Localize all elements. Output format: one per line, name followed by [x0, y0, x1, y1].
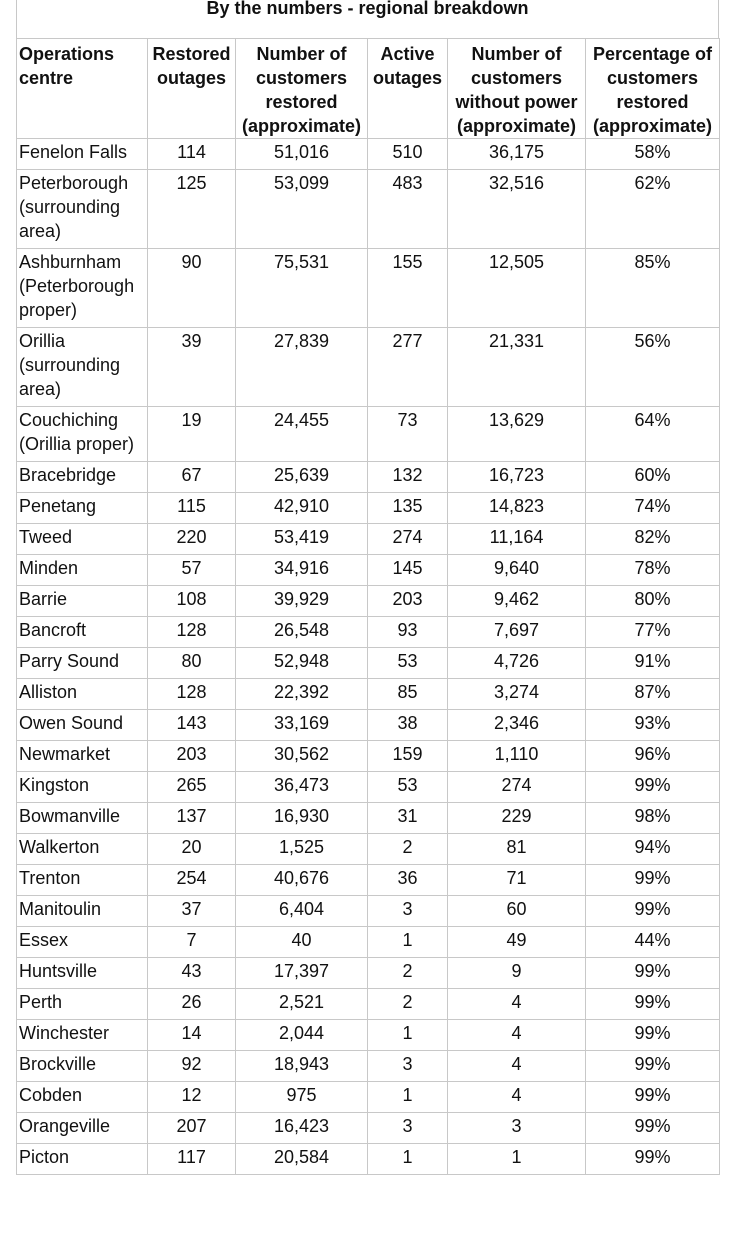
- cell-customers-restored: 51,016: [236, 139, 368, 170]
- cell-customers-restored: 36,473: [236, 772, 368, 803]
- cell-restored-outages: 203: [148, 741, 236, 772]
- table-row: [17, 462, 720, 493]
- cell-restored-outages: 26: [148, 989, 236, 1020]
- cell-customers-without-power: 71: [448, 865, 586, 896]
- cell-operations-centre: Winchester: [17, 1020, 148, 1051]
- table-row: [17, 989, 720, 1020]
- cell-operations-centre: Manitoulin: [17, 896, 148, 927]
- cell-percentage-restored: 60%: [586, 462, 720, 493]
- cell-active-outages: 274: [368, 524, 448, 555]
- cell-customers-restored: 40: [236, 927, 368, 958]
- cell-operations-centre: Ashburnham (Peterborough proper): [17, 249, 148, 328]
- cell-percentage-restored: 91%: [586, 648, 720, 679]
- cell-operations-centre: Alliston: [17, 679, 148, 710]
- table-row: [17, 407, 720, 462]
- cell-customers-restored: 53,099: [236, 170, 368, 249]
- cell-restored-outages: 80: [148, 648, 236, 679]
- cell-customers-restored: 25,639: [236, 462, 368, 493]
- cell-active-outages: 73: [368, 407, 448, 462]
- cell-customers-restored: 20,584: [236, 1144, 368, 1175]
- cell-customers-restored: 52,948: [236, 648, 368, 679]
- table-row: [17, 493, 720, 524]
- cell-percentage-restored: 99%: [586, 1113, 720, 1144]
- table-row: [17, 1082, 720, 1113]
- cell-percentage-restored: 94%: [586, 834, 720, 865]
- table-row: [17, 524, 720, 555]
- cell-restored-outages: 115: [148, 493, 236, 524]
- cell-operations-centre: Huntsville: [17, 958, 148, 989]
- cell-customers-without-power: 13,629: [448, 407, 586, 462]
- cell-customers-restored: 40,676: [236, 865, 368, 896]
- cell-operations-centre: Couchiching (Orillia proper): [17, 407, 148, 462]
- cell-operations-centre: Parry Sound: [17, 648, 148, 679]
- cell-percentage-restored: 44%: [586, 927, 720, 958]
- cell-operations-centre: Barrie: [17, 586, 148, 617]
- cell-restored-outages: 20: [148, 834, 236, 865]
- cell-active-outages: 203: [368, 586, 448, 617]
- cell-restored-outages: 207: [148, 1113, 236, 1144]
- cell-restored-outages: 7: [148, 927, 236, 958]
- cell-customers-without-power: 4,726: [448, 648, 586, 679]
- cell-percentage-restored: 85%: [586, 249, 720, 328]
- table-header: [17, 39, 720, 139]
- cell-active-outages: 145: [368, 555, 448, 586]
- cell-active-outages: 483: [368, 170, 448, 249]
- cell-customers-without-power: 36,175: [448, 139, 586, 170]
- cell-active-outages: 53: [368, 772, 448, 803]
- cell-customers-without-power: 274: [448, 772, 586, 803]
- cell-active-outages: 1: [368, 1020, 448, 1051]
- cell-operations-centre: Brockville: [17, 1051, 148, 1082]
- cell-customers-without-power: 3,274: [448, 679, 586, 710]
- table-row: [17, 865, 720, 896]
- header-active-outages: Active outages: [368, 39, 448, 139]
- cell-percentage-restored: 87%: [586, 679, 720, 710]
- cell-customers-restored: 2,521: [236, 989, 368, 1020]
- cell-percentage-restored: 82%: [586, 524, 720, 555]
- cell-customers-restored: 17,397: [236, 958, 368, 989]
- cell-percentage-restored: 99%: [586, 865, 720, 896]
- cell-active-outages: 2: [368, 958, 448, 989]
- table-row: [17, 772, 720, 803]
- cell-operations-centre: Peterborough (surrounding area): [17, 170, 148, 249]
- cell-percentage-restored: 74%: [586, 493, 720, 524]
- cell-operations-centre: Perth: [17, 989, 148, 1020]
- cell-active-outages: 38: [368, 710, 448, 741]
- cell-customers-without-power: 4: [448, 989, 586, 1020]
- cell-active-outages: 36: [368, 865, 448, 896]
- cell-customers-without-power: 21,331: [448, 328, 586, 407]
- cell-restored-outages: 220: [148, 524, 236, 555]
- cell-customers-without-power: 2,346: [448, 710, 586, 741]
- cell-customers-without-power: 9,640: [448, 555, 586, 586]
- cell-active-outages: 3: [368, 1113, 448, 1144]
- regional-breakdown-table: [16, 38, 720, 1175]
- cell-restored-outages: 39: [148, 328, 236, 407]
- cell-percentage-restored: 56%: [586, 328, 720, 407]
- cell-restored-outages: 108: [148, 586, 236, 617]
- table-row: [17, 170, 720, 249]
- cell-customers-without-power: 9: [448, 958, 586, 989]
- cell-operations-centre: Tweed: [17, 524, 148, 555]
- cell-operations-centre: Bancroft: [17, 617, 148, 648]
- cell-percentage-restored: 78%: [586, 555, 720, 586]
- cell-operations-centre: Cobden: [17, 1082, 148, 1113]
- cell-customers-restored: 2,044: [236, 1020, 368, 1051]
- table-row: [17, 896, 720, 927]
- cell-percentage-restored: 99%: [586, 1020, 720, 1051]
- table-row: [17, 958, 720, 989]
- cell-restored-outages: 12: [148, 1082, 236, 1113]
- cell-active-outages: 510: [368, 139, 448, 170]
- header-row: [17, 39, 720, 139]
- cell-active-outages: 53: [368, 648, 448, 679]
- cell-active-outages: 31: [368, 803, 448, 834]
- table-row: [17, 1113, 720, 1144]
- table-row: [17, 139, 720, 170]
- cell-customers-restored: 1,525: [236, 834, 368, 865]
- table-row: [17, 927, 720, 958]
- cell-customers-without-power: 16,723: [448, 462, 586, 493]
- table-title: By the numbers - regional breakdown: [206, 0, 529, 18]
- cell-operations-centre: Bowmanville: [17, 803, 148, 834]
- cell-customers-restored: 75,531: [236, 249, 368, 328]
- cell-customers-restored: 53,419: [236, 524, 368, 555]
- header-customers-without-power: Number of customers without power (approximate): [448, 39, 586, 139]
- table-row: [17, 1051, 720, 1082]
- cell-restored-outages: 265: [148, 772, 236, 803]
- cell-restored-outages: 92: [148, 1051, 236, 1082]
- cell-active-outages: 135: [368, 493, 448, 524]
- cell-operations-centre: Essex: [17, 927, 148, 958]
- cell-restored-outages: 128: [148, 617, 236, 648]
- cell-restored-outages: 90: [148, 249, 236, 328]
- cell-restored-outages: 143: [148, 710, 236, 741]
- cell-restored-outages: 14: [148, 1020, 236, 1051]
- cell-operations-centre: Penetang: [17, 493, 148, 524]
- cell-customers-without-power: 14,823: [448, 493, 586, 524]
- cell-restored-outages: 128: [148, 679, 236, 710]
- cell-customers-restored: 6,404: [236, 896, 368, 927]
- cell-percentage-restored: 62%: [586, 170, 720, 249]
- cell-restored-outages: 117: [148, 1144, 236, 1175]
- table-row: [17, 555, 720, 586]
- cell-customers-without-power: 11,164: [448, 524, 586, 555]
- cell-customers-restored: 30,562: [236, 741, 368, 772]
- cell-operations-centre: Bracebridge: [17, 462, 148, 493]
- cell-customers-without-power: 1,110: [448, 741, 586, 772]
- table-row: [17, 679, 720, 710]
- table-row: [17, 834, 720, 865]
- cell-percentage-restored: 99%: [586, 958, 720, 989]
- cell-active-outages: 93: [368, 617, 448, 648]
- cell-operations-centre: Kingston: [17, 772, 148, 803]
- cell-customers-restored: 22,392: [236, 679, 368, 710]
- cell-customers-restored: 16,930: [236, 803, 368, 834]
- table-row: [17, 741, 720, 772]
- cell-percentage-restored: 99%: [586, 1082, 720, 1113]
- cell-customers-without-power: 4: [448, 1082, 586, 1113]
- cell-operations-centre: Fenelon Falls: [17, 139, 148, 170]
- cell-restored-outages: 137: [148, 803, 236, 834]
- table-row: [17, 648, 720, 679]
- cell-active-outages: 1: [368, 1082, 448, 1113]
- cell-percentage-restored: 99%: [586, 989, 720, 1020]
- cell-customers-without-power: 12,505: [448, 249, 586, 328]
- cell-operations-centre: Newmarket: [17, 741, 148, 772]
- cell-active-outages: 132: [368, 462, 448, 493]
- cell-operations-centre: Walkerton: [17, 834, 148, 865]
- cell-percentage-restored: 99%: [586, 772, 720, 803]
- cell-customers-without-power: 3: [448, 1113, 586, 1144]
- cell-customers-without-power: 32,516: [448, 170, 586, 249]
- cell-active-outages: 1: [368, 927, 448, 958]
- cell-restored-outages: 254: [148, 865, 236, 896]
- cell-active-outages: 3: [368, 1051, 448, 1082]
- cell-customers-without-power: 7,697: [448, 617, 586, 648]
- cell-restored-outages: 67: [148, 462, 236, 493]
- cell-customers-restored: 39,929: [236, 586, 368, 617]
- cell-customers-without-power: 49: [448, 927, 586, 958]
- cell-customers-restored: 27,839: [236, 328, 368, 407]
- table-row: [17, 249, 720, 328]
- table-row: [17, 617, 720, 648]
- cell-operations-centre: Minden: [17, 555, 148, 586]
- cell-customers-restored: 26,548: [236, 617, 368, 648]
- header-percentage-restored: Percentage of customers restored (approximate): [586, 39, 720, 139]
- cell-customers-restored: 42,910: [236, 493, 368, 524]
- cell-customers-without-power: 9,462: [448, 586, 586, 617]
- table-row: [17, 710, 720, 741]
- cell-customers-without-power: 1: [448, 1144, 586, 1175]
- cell-percentage-restored: 58%: [586, 139, 720, 170]
- cell-percentage-restored: 96%: [586, 741, 720, 772]
- cell-customers-restored: 16,423: [236, 1113, 368, 1144]
- cell-percentage-restored: 64%: [586, 407, 720, 462]
- cell-active-outages: 159: [368, 741, 448, 772]
- cell-restored-outages: 114: [148, 139, 236, 170]
- cell-restored-outages: 57: [148, 555, 236, 586]
- cell-active-outages: 2: [368, 989, 448, 1020]
- cell-active-outages: 277: [368, 328, 448, 407]
- cell-active-outages: 85: [368, 679, 448, 710]
- cell-percentage-restored: 80%: [586, 586, 720, 617]
- cell-operations-centre: Owen Sound: [17, 710, 148, 741]
- cell-active-outages: 2: [368, 834, 448, 865]
- table-row: [17, 803, 720, 834]
- cell-percentage-restored: 93%: [586, 710, 720, 741]
- cell-customers-without-power: 60: [448, 896, 586, 927]
- cell-operations-centre: Picton: [17, 1144, 148, 1175]
- cell-percentage-restored: 99%: [586, 1051, 720, 1082]
- cell-customers-without-power: 4: [448, 1051, 586, 1082]
- table-row: [17, 586, 720, 617]
- header-restored-outages: Restored outages: [148, 39, 236, 139]
- cell-percentage-restored: 99%: [586, 896, 720, 927]
- cell-customers-restored: 33,169: [236, 710, 368, 741]
- cell-active-outages: 155: [368, 249, 448, 328]
- cell-customers-without-power: 4: [448, 1020, 586, 1051]
- table-body: [17, 139, 720, 1175]
- cell-restored-outages: 19: [148, 407, 236, 462]
- table-row: [17, 1020, 720, 1051]
- cell-restored-outages: 37: [148, 896, 236, 927]
- cell-customers-restored: 34,916: [236, 555, 368, 586]
- cell-percentage-restored: 98%: [586, 803, 720, 834]
- cell-percentage-restored: 77%: [586, 617, 720, 648]
- cell-customers-without-power: 81: [448, 834, 586, 865]
- cell-restored-outages: 125: [148, 170, 236, 249]
- cell-restored-outages: 43: [148, 958, 236, 989]
- cell-operations-centre: Orangeville: [17, 1113, 148, 1144]
- cell-percentage-restored: 99%: [586, 1144, 720, 1175]
- cell-operations-centre: Orillia (surrounding area): [17, 328, 148, 407]
- header-operations-centre: Operations centre: [17, 39, 148, 139]
- header-customers-restored: Number of customers restored (approximate): [236, 39, 368, 139]
- cell-active-outages: 1: [368, 1144, 448, 1175]
- cell-operations-centre: Trenton: [17, 865, 148, 896]
- cell-customers-without-power: 229: [448, 803, 586, 834]
- table-row: [17, 1144, 720, 1175]
- table-row: [17, 328, 720, 407]
- cell-customers-restored: 18,943: [236, 1051, 368, 1082]
- cell-active-outages: 3: [368, 896, 448, 927]
- cell-customers-restored: 975: [236, 1082, 368, 1113]
- cell-customers-restored: 24,455: [236, 407, 368, 462]
